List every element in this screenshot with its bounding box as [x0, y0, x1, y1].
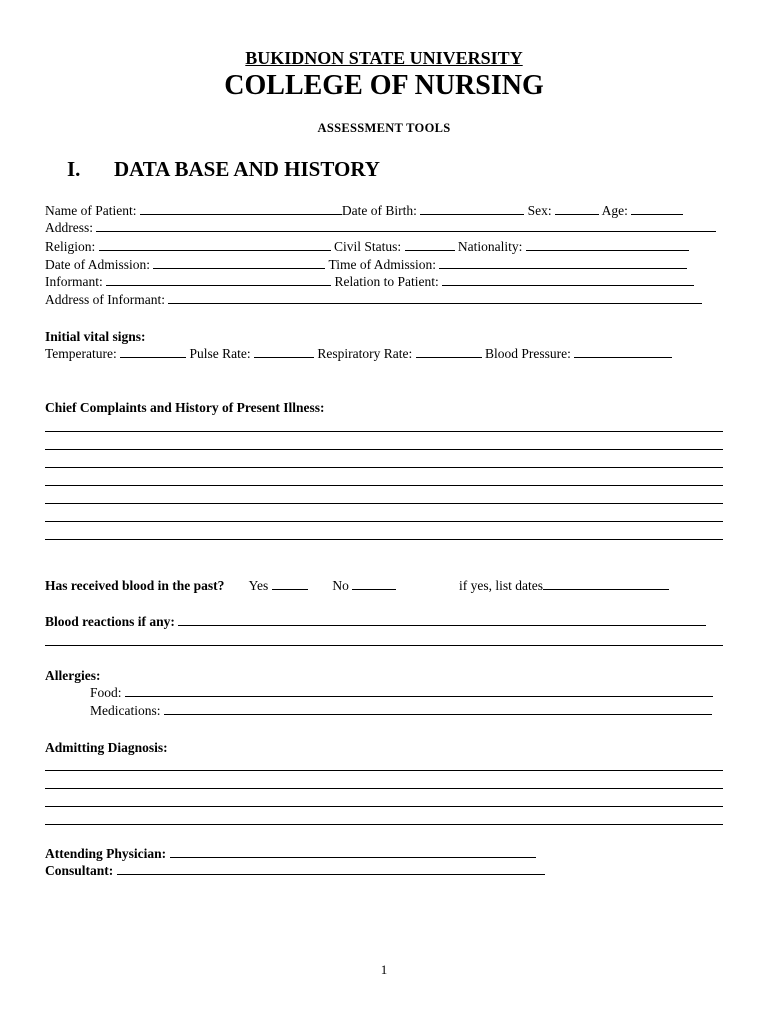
vitals-row	[45, 345, 672, 362]
diagnosis-heading: Admitting Diagnosis:	[45, 740, 168, 755]
food-row	[90, 684, 713, 701]
consultant-field[interactable]	[117, 862, 545, 875]
pulse-field[interactable]	[254, 345, 314, 358]
allergies-heading: Allergies:	[45, 668, 101, 683]
relation-label: Relation to Patient:	[334, 274, 439, 289]
time-admission-field[interactable]	[439, 256, 687, 269]
section-title: DATA BASE AND HISTORY	[114, 157, 380, 181]
blood-dates-label: if yes, list dates	[459, 578, 544, 593]
medications-row	[90, 702, 712, 719]
section-heading	[67, 157, 380, 182]
college-name: COLLEGE OF NURSING	[224, 70, 544, 101]
dob-field[interactable]	[420, 202, 524, 215]
address-field[interactable]	[96, 219, 716, 232]
blood-question: Has received blood in the past?	[45, 578, 225, 593]
complaint-line[interactable]	[45, 431, 723, 432]
respiratory-field[interactable]	[416, 345, 482, 358]
university-name: BUKIDNON STATE UNIVERSITY	[245, 48, 523, 68]
page-number: 1	[380, 962, 388, 977]
blood-reactions-field[interactable]	[178, 613, 706, 626]
complaint-line[interactable]	[45, 485, 723, 486]
diagnosis-line[interactable]	[45, 770, 723, 771]
diagnosis-line[interactable]	[45, 824, 723, 825]
religion-row	[45, 238, 689, 255]
patient-name-field[interactable]	[140, 202, 342, 215]
informant-address-row	[45, 291, 702, 308]
time-admission-label: Time of Admission:	[328, 257, 437, 272]
informant-field[interactable]	[106, 273, 331, 286]
civil-status-field[interactable]	[405, 238, 455, 251]
section-number: I.	[67, 157, 81, 181]
sex-label: Sex:	[527, 203, 552, 218]
consultant-row	[45, 862, 545, 879]
attending-field[interactable]	[170, 845, 536, 858]
food-label: Food:	[90, 685, 122, 700]
blood-reactions-label: Blood reactions if any:	[45, 614, 175, 629]
pulse-label: Pulse Rate:	[189, 346, 251, 361]
blood-yes-label: Yes	[248, 578, 269, 593]
complaint-line[interactable]	[45, 539, 723, 540]
patient-name-label: Name of Patient:	[45, 203, 137, 218]
consultant-label: Consultant:	[45, 863, 114, 878]
bp-field[interactable]	[574, 345, 672, 358]
sex-field[interactable]	[555, 202, 599, 215]
form-subtitle: ASSESSMENT TOOLS	[317, 121, 451, 135]
admission-row	[45, 256, 687, 273]
blood-no-label: No	[332, 578, 349, 593]
food-field[interactable]	[125, 684, 713, 697]
informant-address-field[interactable]	[168, 291, 702, 304]
temperature-field[interactable]	[120, 345, 186, 358]
religion-field[interactable]	[99, 238, 331, 251]
blood-reactions-line[interactable]	[45, 645, 723, 646]
date-admission-label: Date of Admission:	[45, 257, 150, 272]
blood-no-field[interactable]	[352, 577, 396, 590]
blood-yes-field[interactable]	[272, 577, 308, 590]
respiratory-label: Respiratory Rate:	[317, 346, 413, 361]
medications-label: Medications:	[90, 703, 161, 718]
nationality-field[interactable]	[526, 238, 689, 251]
temperature-label: Temperature:	[45, 346, 117, 361]
patient-name-row	[45, 202, 683, 219]
diagnosis-line[interactable]	[45, 788, 723, 789]
complaint-line[interactable]	[45, 503, 723, 504]
medications-field[interactable]	[164, 702, 712, 715]
bp-label: Blood Pressure:	[485, 346, 571, 361]
address-label: Address:	[45, 220, 93, 235]
complaint-line[interactable]	[45, 467, 723, 468]
informant-address-label: Address of Informant:	[45, 292, 165, 307]
blood-dates-field[interactable]	[543, 577, 669, 590]
blood-reactions-row	[45, 613, 706, 630]
age-label: Age:	[601, 203, 628, 218]
date-admission-field[interactable]	[153, 256, 325, 269]
nationality-label: Nationality:	[457, 239, 523, 254]
attending-label: Attending Physician:	[45, 846, 167, 861]
civil-status-label: Civil Status:	[334, 239, 402, 254]
religion-label: Religion:	[45, 239, 96, 254]
diagnosis-line[interactable]	[45, 806, 723, 807]
chief-complaints-heading: Chief Complaints and History of Present Illness:	[45, 400, 325, 415]
dob-label: Date of Birth:	[341, 203, 417, 218]
informant-label: Informant:	[45, 274, 103, 289]
blood-row	[45, 577, 669, 594]
complaint-line[interactable]	[45, 449, 723, 450]
informant-row	[45, 273, 694, 290]
age-field[interactable]	[631, 202, 683, 215]
vitals-heading: Initial vital signs:	[45, 329, 146, 344]
attending-row	[45, 845, 536, 862]
relation-field[interactable]	[442, 273, 694, 286]
complaint-line[interactable]	[45, 521, 723, 522]
address-row	[45, 219, 716, 236]
